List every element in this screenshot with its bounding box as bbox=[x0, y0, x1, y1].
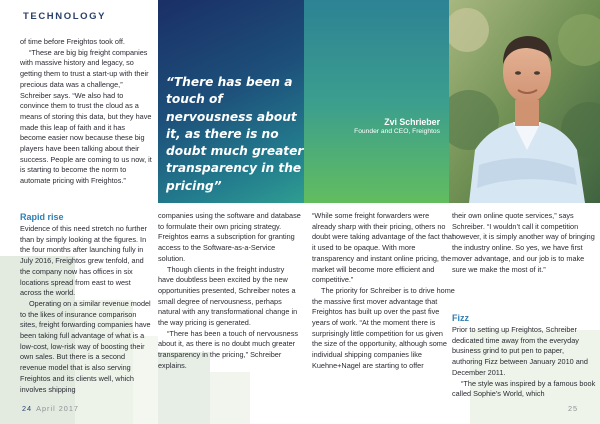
page-folio-left bbox=[22, 404, 79, 413]
paragraph: “These are big big freight companies with massive history and legacy, so getting them to trust a start-up with their precious data was a challenge,” Schreiber says. “We also had to convince them to trust the cloud as a means of storing this data, but they have made this leap of faith and it has become easier now because these big players have been talking about their success. People are coming to us now, it is starting to become the norm to automate pricing with Freightos.” bbox=[20, 47, 152, 186]
page-number-right: 25 bbox=[568, 404, 579, 413]
caption-name: Zvi Schrieber bbox=[384, 117, 440, 127]
pull-quote-panel bbox=[158, 0, 304, 203]
paragraph: “The style was inspired by a famous book called Sophie’s World, which bbox=[452, 378, 596, 399]
pull-quote-text: “There has been a touch of nervousness about it, as there is no doubt much greater transparency in the pricing” bbox=[166, 75, 304, 193]
article-column-3 bbox=[312, 211, 455, 372]
caption-role: Founder and CEO, Freightos bbox=[354, 128, 440, 135]
page-number-left: 24 bbox=[22, 404, 33, 413]
paragraph: “While some freight forwarders were already sharp with their pricing, others no doubt were taking advantage of the fact that it used to be opaque. With more transparency and instant online pricing, the market will become more efficient and competitive.” bbox=[312, 211, 454, 285]
subhead-rapid-rise: Rapid rise bbox=[20, 212, 64, 222]
paragraph: Though clients in the freight industry have doubtless been excited by the new opportunities presented, Schreiber notes a small degree of nervousness, perhaps natural with any transformational change in the way pricing is generated. bbox=[158, 264, 298, 328]
portrait-photo bbox=[449, 0, 600, 203]
paragraph: their own online quote services,” says Schreiber. “I wouldn’t call it competition however, it is simply another way of bringing the industry online. So yes, we have first mover advantage, and our job is to make sure we make the most of it.” bbox=[452, 211, 595, 274]
portrait-illustration bbox=[449, 0, 600, 203]
paragraph: The priority for Schreiber is to drive home the massive first mover advantage that Freightos has built up over the past five years of work. “At the moment there is surprisingly little competition for us given the size of the opportunity, although some individual shipping companies like Kuehne+Nagel are starting to offer bbox=[312, 285, 455, 370]
article-column-4-top bbox=[452, 211, 596, 275]
section-label: TECHNOLOGY bbox=[23, 11, 107, 22]
article-column-2 bbox=[158, 211, 301, 372]
paragraph: “There has been a touch of nervousness about it, as there is no doubt much greater transparency in the pricing,” Schreiber explains. bbox=[158, 328, 299, 370]
issue-date: April 2017 bbox=[36, 404, 79, 413]
paragraph: Evidence of this need stretch no further than by simply looking at the figures. In the four months after launching fully in July 2016, Freightos grew tenfold, and the company now has offices in six locations spread from east to west across the world. bbox=[20, 224, 147, 298]
paragraph: companies using the software and database to formulate their own pricing strategy. Freightos earns a subscription for granting access to the Software-as-a-Service solution. bbox=[158, 211, 301, 263]
paragraph: Operating on a similar revenue model to the likes of insurance comparison sites, freight forwarding companies have been taking full advantage of what is a low-cost, low-risk way of boosting their own sales. But there is a second revenue model that is also serving Freightos and its clients well, which involves shipping bbox=[20, 298, 151, 394]
photo-caption-panel bbox=[304, 0, 449, 203]
article-column-4-bottom bbox=[452, 312, 596, 400]
article-column-1-top bbox=[20, 37, 153, 187]
subhead-fizz: Fizz bbox=[452, 313, 469, 323]
article-column-1-bottom bbox=[20, 211, 153, 395]
paragraph: Prior to setting up Freightos, Schreiber dedicated time away from the everyday business grind to put pen to paper, authoring Fizz between January 2010 and December 2011. bbox=[452, 325, 588, 377]
paragraph: of time before Freightos took off. bbox=[20, 37, 125, 46]
background-decor-block bbox=[210, 372, 250, 424]
